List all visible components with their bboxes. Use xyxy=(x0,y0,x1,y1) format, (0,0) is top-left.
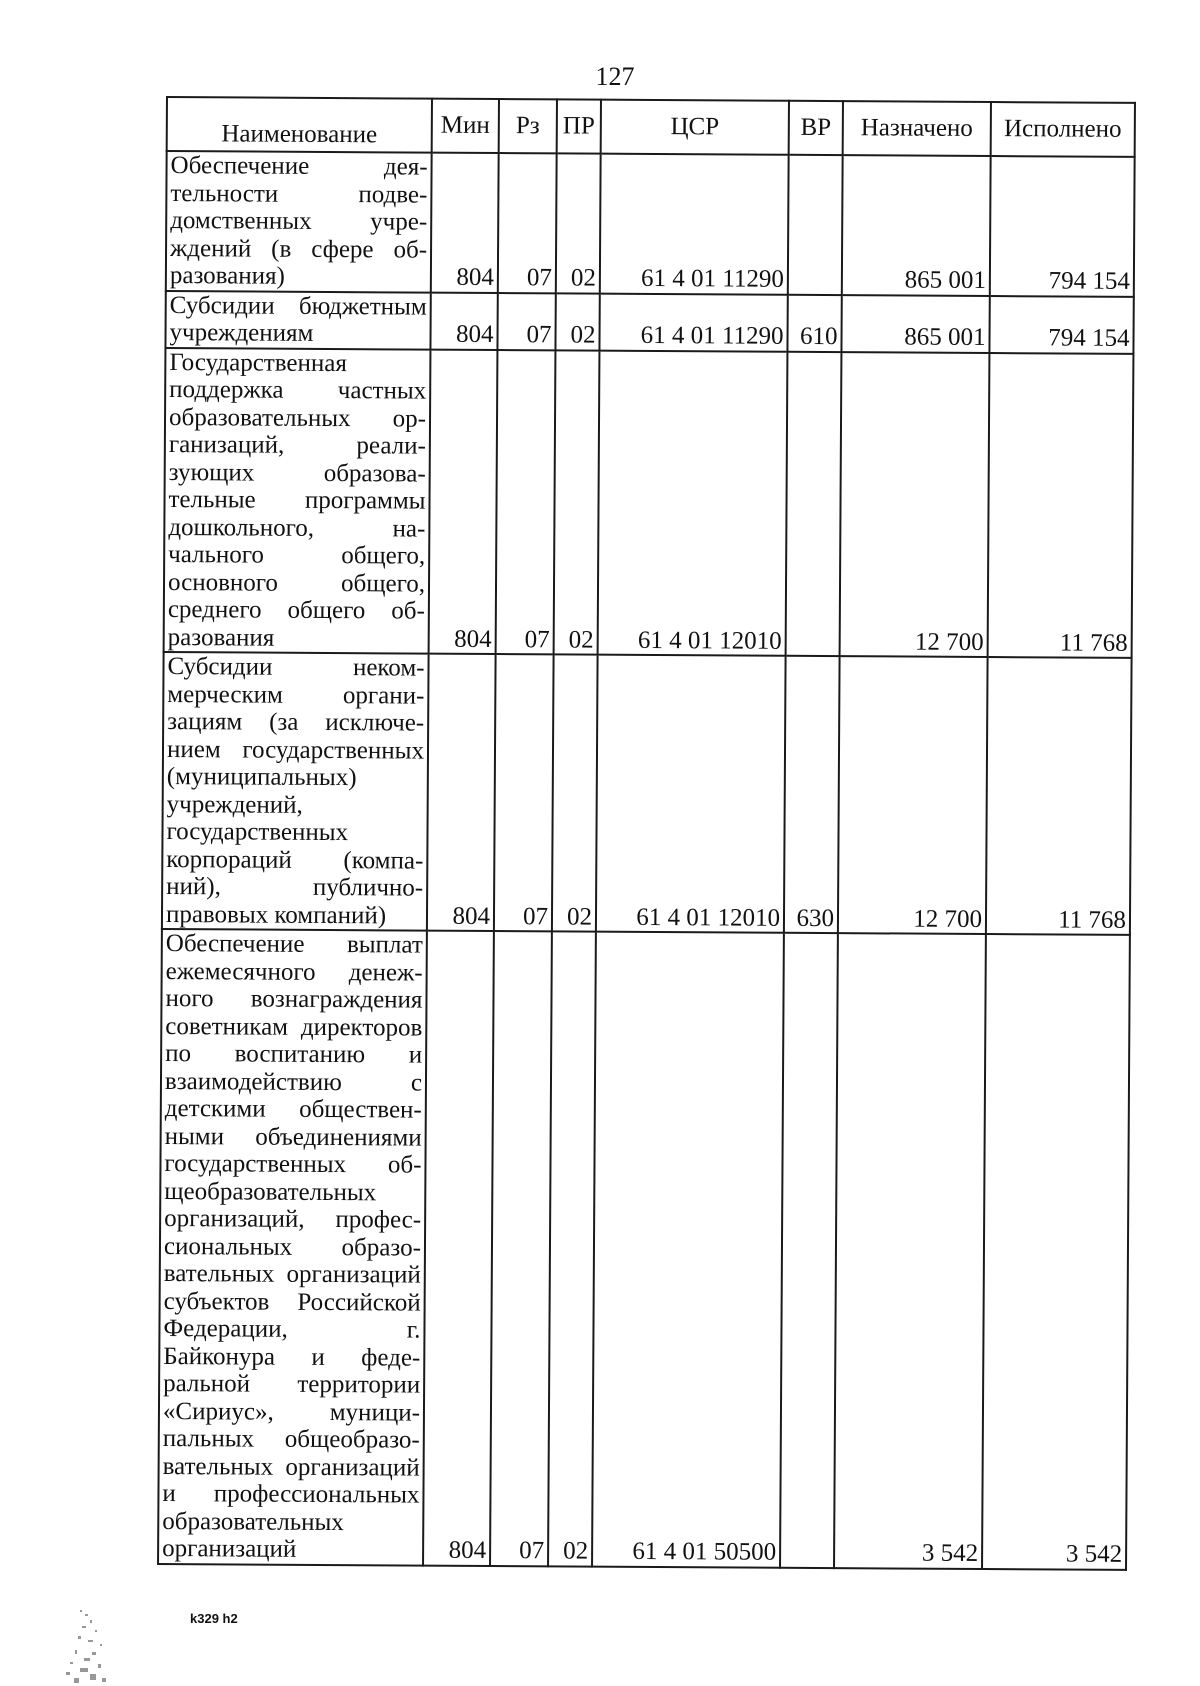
header-pr: ПР xyxy=(557,99,601,153)
header-csr: ЦСР xyxy=(601,100,789,155)
row-csr: 61 4 01 12010 xyxy=(598,350,788,656)
budget-table-container xyxy=(157,96,1134,1570)
row-csr: 61 4 01 11290 xyxy=(600,154,789,295)
header-min: Мин xyxy=(432,99,499,153)
row-pr: 02 xyxy=(548,931,596,1566)
row-pr: 02 xyxy=(554,350,600,655)
table-row xyxy=(158,929,1130,1569)
row-min: 804 xyxy=(427,654,496,931)
table-header-row xyxy=(167,97,1135,157)
row-assigned: 12 700 xyxy=(840,352,990,657)
row-vr xyxy=(780,933,838,1568)
row-min: 804 xyxy=(429,349,498,654)
row-executed: 11 768 xyxy=(986,657,1132,935)
row-pr: 02 xyxy=(555,293,599,350)
row-executed: 794 154 xyxy=(989,296,1133,354)
row-vr xyxy=(788,155,843,295)
row-name: Государственная поддержка частных образовательных организаций, реализующих образовательные программы дошкольного, начального общего, основного общего, среднего общего образования xyxy=(164,348,431,654)
row-name: Обеспечение выплат ежемесячного денежного вознаграждения советникам директоров по воспитанию и взаимодействию с детскими общественными объединениями государственных общеобразовательных организаций, профессиональных образовательных организаций субъектов Российской Федерации, г. Байконура и федеральной территории «Сириус», муниципальных общеобразовательных организаций и профессиональных образовательных организаций xyxy=(158,929,427,1565)
table-row xyxy=(165,291,1133,354)
row-csr: 61 4 01 12010 xyxy=(596,655,786,933)
header-rz: Рз xyxy=(499,99,557,153)
header-assigned: Назначено xyxy=(843,101,991,156)
row-assigned: 865 001 xyxy=(841,295,989,353)
row-csr: 61 4 01 11290 xyxy=(599,293,787,351)
budget-table xyxy=(157,96,1136,1570)
row-assigned: 12 700 xyxy=(838,656,988,934)
row-name: Субсидии некоммерческим организациям (за исключением государственных (муниципальных) учреждений, государственных корпораций (компаний), публично-правовых компаний) xyxy=(162,652,429,931)
document-code: k329 h2 xyxy=(190,1611,238,1626)
row-rz: 07 xyxy=(496,350,556,655)
row-executed: 3 542 xyxy=(982,934,1130,1569)
row-pr: 02 xyxy=(552,654,598,931)
row-rz: 07 xyxy=(494,654,554,931)
row-min: 804 xyxy=(430,292,497,349)
row-rz: 07 xyxy=(498,153,557,293)
row-rz: 07 xyxy=(490,931,552,1566)
row-min: 804 xyxy=(423,931,494,1566)
page-number: 127 xyxy=(595,62,635,91)
table-row xyxy=(164,348,1134,658)
row-name: Обеспечение деятельности подведомственных учреждений (в сфере образования) xyxy=(166,151,432,292)
header-executed: Исполнено xyxy=(991,102,1135,157)
header-name: Наименование xyxy=(167,97,432,153)
header-vr: ВР xyxy=(789,101,843,155)
row-vr: 610 xyxy=(787,294,841,351)
row-vr xyxy=(786,351,842,656)
row-min: 804 xyxy=(431,153,499,293)
row-assigned: 865 001 xyxy=(842,155,991,295)
row-rz: 07 xyxy=(497,293,555,350)
row-pr: 02 xyxy=(556,153,601,293)
row-executed: 794 154 xyxy=(990,156,1135,296)
scan-artifact xyxy=(40,1600,120,1686)
table-row xyxy=(166,151,1135,296)
row-assigned: 3 542 xyxy=(834,933,986,1568)
table-row xyxy=(162,652,1132,935)
row-csr: 61 4 01 50500 xyxy=(592,932,784,1568)
row-executed: 11 768 xyxy=(988,353,1134,658)
row-name: Субсидии бюджетным учреждениям xyxy=(165,291,430,350)
row-vr: 630 xyxy=(784,656,840,933)
